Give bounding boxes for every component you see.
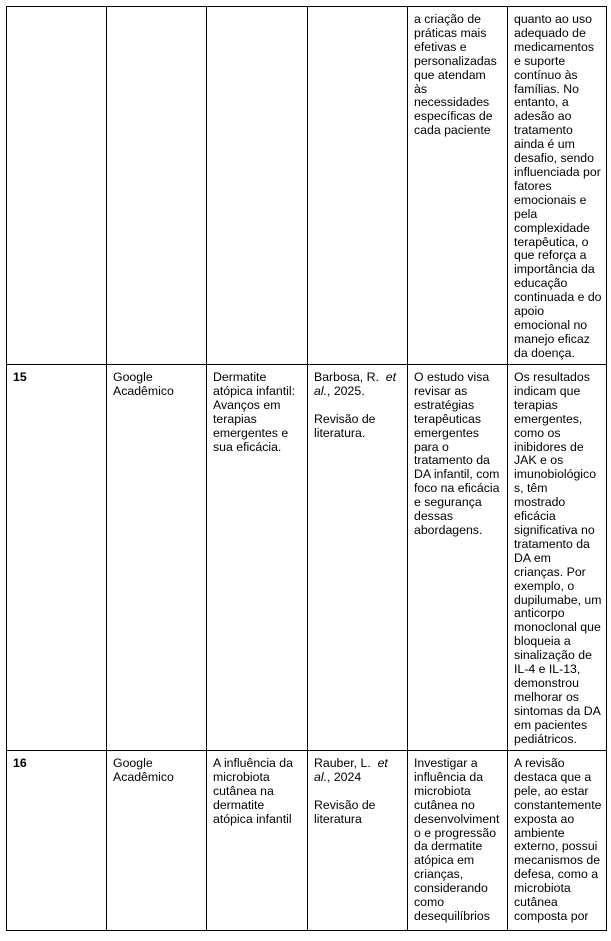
author-line (314, 371, 401, 385)
text-line: terapêutica, o (514, 234, 589, 249)
text-line: indicam que (514, 383, 581, 398)
text-line: inibidores de (514, 439, 584, 454)
text-line: significativa no (514, 522, 595, 537)
text-line: DA em (514, 550, 551, 565)
text-line: às (414, 81, 427, 96)
cell-results (508, 365, 607, 751)
text-line: JAK e os (514, 453, 564, 468)
cell-database (107, 7, 207, 365)
text-line: Revisão de (314, 797, 376, 812)
text-line: demonstrou (514, 675, 579, 690)
text-line: externo, possui (514, 839, 598, 854)
cell-database (107, 365, 207, 751)
row-number: 15 (13, 370, 27, 384)
text-line: mostrado (514, 495, 566, 510)
cell-results (508, 7, 607, 365)
text-line: adequado de (514, 25, 586, 40)
text-line: e suporte (514, 53, 566, 68)
text-line: quanto ao uso (514, 12, 592, 26)
cell-objective (408, 365, 508, 751)
text-line: fatores (514, 178, 552, 193)
text-line: considerando (414, 881, 488, 896)
text-line: sintomas da DA (514, 703, 601, 718)
text-line: bloqueia a (514, 634, 571, 649)
author-line (314, 771, 401, 785)
cell-author (308, 365, 408, 751)
study-type (314, 799, 401, 827)
text-line: destaca que a (514, 769, 592, 784)
table-row (7, 751, 607, 931)
author-etal: et (377, 756, 388, 770)
text-line: composta por (514, 908, 589, 923)
text-line: pela (514, 206, 538, 221)
text-line: crianças, (414, 867, 464, 882)
text-line: a criação de (414, 12, 481, 26)
text-line: importância da (514, 262, 595, 277)
text-line: DA infantil, com (414, 467, 500, 482)
table-row (7, 365, 607, 751)
text-line: Os resultados (514, 370, 590, 384)
text-line: adesão ao (514, 109, 572, 124)
text-line: mecanismos de (514, 853, 601, 868)
text-line: influência da (414, 769, 484, 784)
text-line: para o (414, 439, 449, 454)
text-line: tratamento da (414, 453, 490, 468)
table-row (7, 7, 607, 365)
text-line: emocional no (514, 317, 588, 332)
text-line: exemplo, o (514, 578, 575, 593)
text-line: anticorpo (514, 606, 565, 621)
text-line: constantemente (514, 797, 602, 812)
text-line: terapias (213, 411, 257, 426)
text-line: defesa, como a (514, 867, 599, 882)
cell-author (308, 751, 408, 931)
text-line: cutânea no (414, 797, 475, 812)
cell-title (207, 7, 308, 365)
text-line: dessas (414, 509, 453, 524)
cell-title (207, 751, 308, 931)
text-line: como (414, 895, 445, 910)
author-name: Rauber, L. (314, 756, 371, 770)
text-line: estratégias (414, 397, 475, 412)
text-line: microbiota (414, 783, 471, 798)
text-line: práticas mais (414, 25, 487, 40)
cell-number (7, 365, 107, 751)
text-line: microbiota (213, 769, 270, 784)
text-line: desafio, sendo (514, 151, 594, 166)
text-line: entanto, a (514, 95, 569, 110)
text-line: Revisão de (314, 411, 376, 426)
text-line: terapias (514, 397, 558, 412)
text-line: Dermatite (213, 370, 267, 384)
author-year: , 2024 (327, 769, 362, 784)
text-line: contínuo às (514, 67, 578, 82)
text-line: atópica infantil: (213, 383, 296, 398)
author-etal: al. (314, 769, 327, 784)
text-line: famílias. No (514, 81, 579, 96)
text-line: exposta ao (514, 811, 575, 826)
text-line: dermatite (213, 797, 265, 812)
text-line: s, têm (514, 481, 548, 496)
author-line (314, 757, 401, 771)
text-line: dupilumabe, um (514, 592, 602, 607)
text-line: da dermatite (414, 839, 483, 854)
text-line: abordagens. (414, 522, 483, 537)
text-line: cada paciente (414, 123, 491, 138)
text-line: Google (113, 756, 153, 770)
text-line: O estudo visa (414, 370, 490, 384)
text-line: personalizadas (414, 53, 497, 68)
text-line: pele, ao estar (514, 783, 589, 798)
cell-objective (408, 7, 508, 365)
text-line: melhorar os (514, 689, 579, 704)
text-line: literatura. (314, 425, 366, 440)
text-line: manejo eficaz (514, 331, 590, 346)
text-line: medicamentos (514, 39, 594, 54)
text-line: Investigar a (414, 756, 478, 770)
text-line: em pacientes (514, 717, 588, 732)
text-line: sua eficácia. (213, 439, 282, 454)
author-name: Barbosa, R. (314, 370, 379, 384)
text-line: eficácia (514, 509, 556, 524)
text-line: necessidades (414, 95, 490, 110)
text-line: continuada e do (514, 290, 602, 305)
text-line: crianças. Por (514, 564, 586, 579)
cell-database (107, 751, 207, 931)
text-line: Google (113, 370, 153, 384)
text-line: complexidade (514, 220, 590, 235)
cell-number (7, 751, 107, 931)
text-line: literatura (314, 811, 362, 826)
text-line: Avanços em (213, 397, 281, 412)
cell-results (508, 751, 607, 931)
text-line: atópica infantil (213, 811, 292, 826)
text-line: específicas de (414, 109, 493, 124)
text-line: apoio (514, 304, 545, 319)
study-type (314, 413, 401, 441)
text-line: o e progressão (414, 825, 497, 840)
text-line: IL-4 e IL-13, (514, 662, 581, 677)
author-etal: et (385, 370, 397, 384)
text-line: tratamento da (514, 536, 590, 551)
text-line: microbiota (514, 881, 571, 896)
author-line (314, 385, 401, 399)
text-line: emergentes e (213, 425, 289, 440)
text-line: terapêuticas (414, 411, 481, 426)
text-line: desenvolviment (414, 811, 500, 826)
row-number: 16 (13, 756, 27, 770)
text-line: A influência da (213, 756, 293, 770)
text-line: cutânea (514, 895, 558, 910)
text-line: monoclonal que (514, 620, 601, 635)
literature-review-table (6, 6, 607, 931)
text-line: e segurança (414, 495, 482, 510)
text-line: da doença. (514, 345, 575, 360)
cell-objective (408, 751, 508, 931)
cell-title (207, 365, 308, 751)
text-line: foco na eficácia (414, 481, 500, 496)
text-line: atópica em (414, 853, 475, 868)
text-line: como os (514, 425, 561, 440)
text-line: desequilíbrios (414, 908, 490, 923)
text-line: cutânea na (213, 783, 274, 798)
text-line: Acadêmico (113, 383, 174, 398)
text-line: tratamento (514, 123, 573, 138)
text-line: efetivas e (414, 39, 467, 54)
text-line: imunobiológico (514, 467, 597, 482)
text-line: A revisão (514, 756, 565, 770)
text-line: pediátricos. (514, 731, 577, 746)
text-line: emergentes, (514, 411, 583, 426)
author-year: , 2025. (327, 383, 365, 398)
author-etal: al. (314, 383, 327, 398)
cell-number (7, 7, 107, 365)
text-line: que atendam (414, 67, 486, 82)
text-line: que reforça a (514, 248, 587, 263)
text-line: ainda é um (514, 137, 575, 152)
text-line: educação (514, 276, 568, 291)
text-line: revisar as (414, 383, 468, 398)
cell-author (308, 7, 408, 365)
text-line: emocionais e (514, 192, 587, 207)
text-line: emergentes (414, 425, 479, 440)
text-line: Acadêmico (113, 769, 174, 784)
text-line: ambiente (514, 825, 565, 840)
text-line: influenciada por (514, 164, 601, 179)
text-line: sinalização de (514, 648, 592, 663)
